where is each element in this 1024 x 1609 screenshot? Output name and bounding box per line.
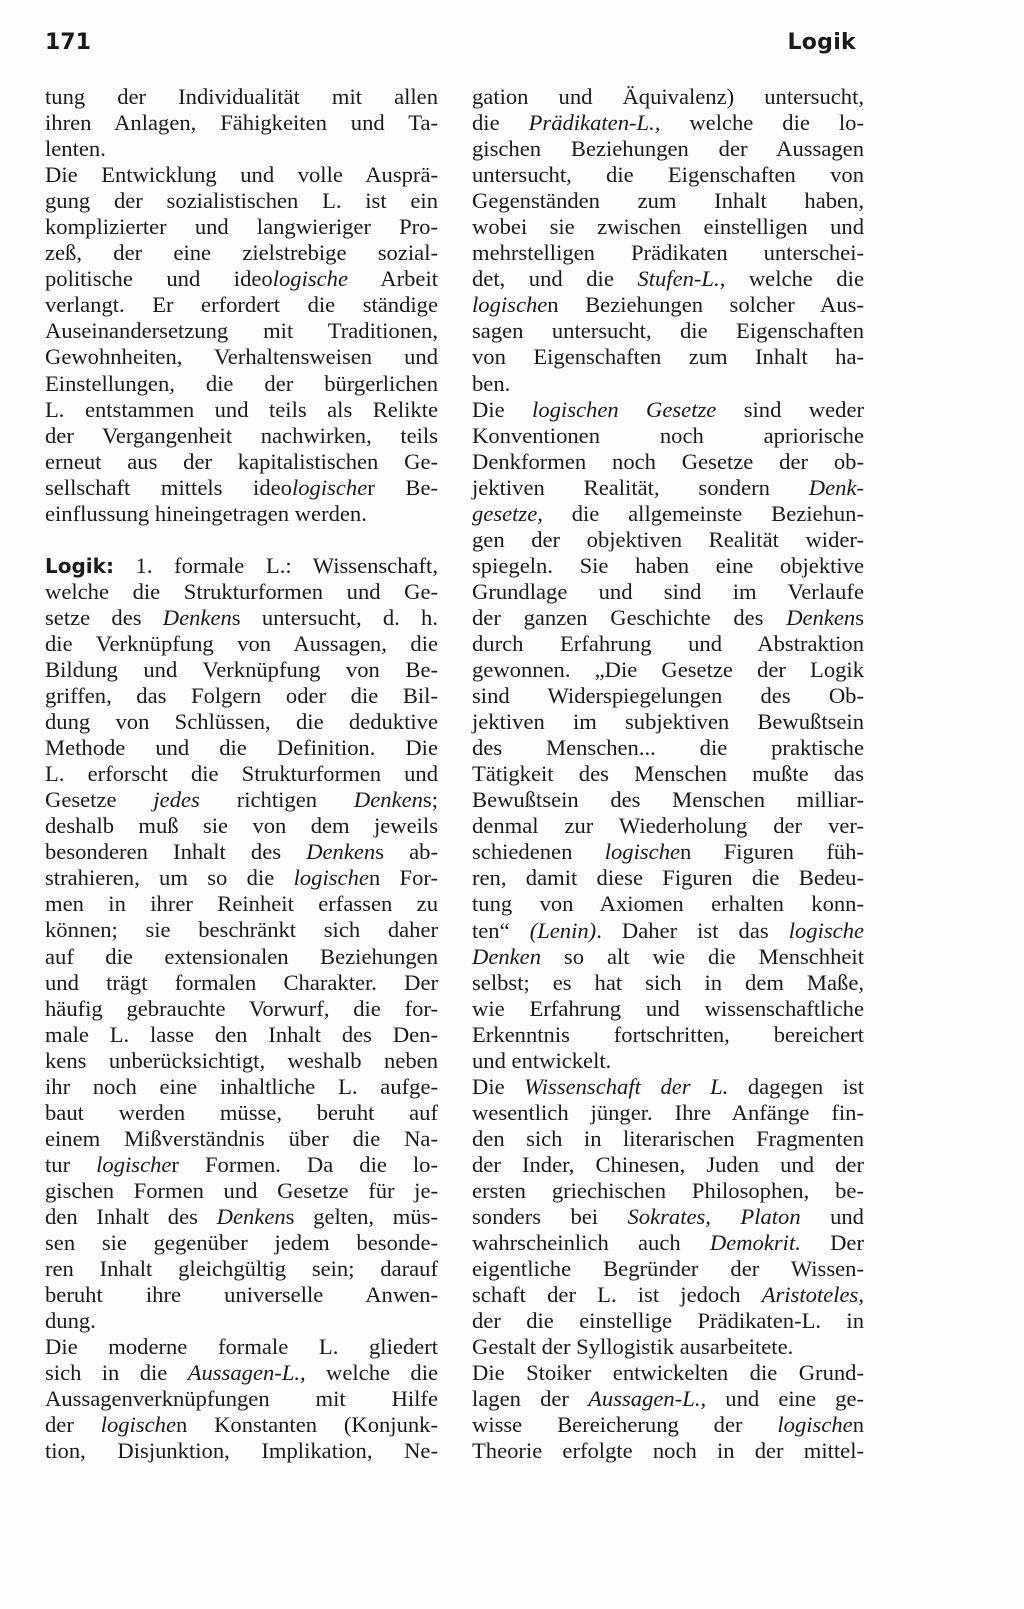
right-column-text-line: ten“ (Lenin). Daher ist das logische bbox=[472, 917, 865, 943]
left-column-text-line: der logischen Konstanten (Konjunk- bbox=[45, 1412, 438, 1438]
left-column-text-line: L. erforscht die Strukturformen und bbox=[45, 761, 438, 787]
italic-term: Denken bbox=[306, 839, 376, 865]
left-column-text-line: Auseinandersetzung mit Traditionen, bbox=[45, 318, 438, 344]
italic-term: logische bbox=[788, 917, 865, 943]
left-column-text-line: deshalb muß sie von dem jeweils bbox=[45, 813, 438, 839]
right-column-text-line: der die einstellige Prädikaten-L. in bbox=[472, 1308, 864, 1334]
left-column-text-line: Gesetze jedes richtigen Denkens; bbox=[45, 787, 438, 813]
right-column-text-line: wahrscheinlich auch Demokrit. Der bbox=[472, 1230, 864, 1256]
left-column-text-line: tur logischer Formen. Da die lo- bbox=[45, 1151, 438, 1177]
left-column-text-line: Einstellungen, die der bürgerlichen bbox=[45, 370, 438, 396]
right-column bbox=[472, 84, 864, 1464]
right-column-text-line: ben. bbox=[472, 370, 511, 396]
right-column-text-line: det, und die Stufen-L., welche die bbox=[472, 266, 864, 292]
left-column-text-line: Die Entwicklung und volle Ausprä- bbox=[45, 162, 438, 188]
right-column-text-line: des Menschen... die praktische bbox=[472, 735, 864, 761]
right-column-text-line: selbst; es hat sich in dem Maße, bbox=[472, 969, 864, 995]
left-column-text-line: men in ihrer Reinheit erfassen zu bbox=[45, 891, 438, 917]
right-column-text-line: wisse Bereicherung der logischen bbox=[472, 1412, 864, 1438]
right-column-text-line: spiegeln. Sie haben eine objektive bbox=[472, 552, 864, 578]
italic-term: Denk- bbox=[808, 474, 864, 500]
italic-term: Denken bbox=[162, 604, 232, 630]
right-column-text-line: Denken so alt wie die Menschheit bbox=[472, 943, 864, 969]
right-column-text-line: Die logischen Gesetze sind weder bbox=[472, 396, 864, 422]
left-column-text-line: Logik: 1. formale L.: Wissenschaft, bbox=[45, 552, 438, 578]
right-column-text-line: gation und Äquivalenz) untersucht, bbox=[472, 84, 864, 109]
right-column-text-line: Denkformen noch Gesetze der ob- bbox=[472, 448, 864, 474]
left-column-text-line: komplizierter und langwieriger Pro- bbox=[45, 214, 438, 240]
right-column-text-line: und entwickelt. bbox=[472, 1047, 612, 1073]
right-column-text-line: jektiven Realität, sondern Denk- bbox=[472, 474, 864, 500]
left-column-text-line: verlangt. Er erfordert die ständige bbox=[45, 292, 438, 318]
left-column-text-line: häufig gebrauchte Vorwurf, die for- bbox=[45, 995, 438, 1021]
left-column-text-line: ihr noch eine inhaltliche L. aufge- bbox=[45, 1073, 438, 1099]
left-column-text-line: gung der sozialistischen L. ist ein bbox=[45, 188, 438, 214]
italic-term: logische bbox=[604, 839, 681, 865]
italic-term: Wissenschaft der L. bbox=[524, 1073, 729, 1099]
italic-term: Denken bbox=[786, 604, 856, 630]
italic-term: Denken bbox=[353, 787, 423, 813]
italic-term: gesetze, bbox=[472, 500, 543, 526]
right-column-text-line: gesetze, die allgemeinste Beziehun- bbox=[472, 500, 864, 526]
right-column-text-line: lagen der Aussagen-L., und eine ge- bbox=[472, 1386, 864, 1412]
left-column-text-line: die Verknüpfung von Aussagen, die bbox=[45, 630, 438, 656]
italic-term: Denken bbox=[472, 943, 541, 969]
right-column-text-line: gewonnen. „Die Gesetze der Logik bbox=[472, 657, 864, 683]
left-column-text-line: erneut aus der kapitalistischen Ge- bbox=[45, 448, 438, 474]
right-column-text-line: eigentliche Begründer der Wissen- bbox=[472, 1256, 864, 1282]
left-column-text-line: Methode und die Definition. Die bbox=[45, 735, 438, 761]
right-column-text-line: ersten griechischen Philosophen, be- bbox=[472, 1177, 864, 1203]
page-number: 171 bbox=[45, 30, 91, 55]
italic-term: Demokrit. bbox=[709, 1230, 801, 1256]
entry-headword: Logik: bbox=[45, 553, 114, 578]
right-column-text-line: der Inder, Chinesen, Juden und der bbox=[472, 1151, 864, 1177]
left-column-text-line: Bildung und Verknüpfung von Be- bbox=[45, 656, 438, 682]
italic-term: Aristoteles, bbox=[761, 1282, 864, 1308]
left-column-text-line: male L. lasse den Inhalt des Den- bbox=[45, 1021, 438, 1047]
italic-term: logische bbox=[293, 865, 369, 891]
right-column-text-line: wobei sie zwischen einstelligen und bbox=[472, 214, 864, 240]
left-column-text-line: einem Mißverständnis über die Na- bbox=[45, 1125, 438, 1151]
left-column-text-line: dung von Schlüssen, die deduktive bbox=[45, 709, 438, 735]
right-column-text-line: durch Erfahrung und Abstraktion bbox=[472, 630, 864, 656]
right-column-text-line: schiedenen logischen Figuren füh- bbox=[472, 839, 864, 865]
right-column-text-line: mehrstelligen Prädikaten unterschei- bbox=[472, 240, 864, 266]
left-column-text-line: auf die extensionalen Beziehungen bbox=[45, 943, 438, 969]
left-column-text-line: gischen Formen und Gesetze für je- bbox=[45, 1177, 438, 1203]
right-column-text-line: Bewußtsein des Menschen milliar- bbox=[472, 787, 864, 813]
right-column-text-line: logischen Beziehungen solcher Aus- bbox=[472, 292, 864, 318]
right-column-text-line: ren, damit diese Figuren die Bedeu- bbox=[472, 865, 864, 891]
left-column-text-line: zeß, der eine zielstrebige sozial- bbox=[45, 240, 438, 266]
right-column-text-line: Grundlage und sind im Verlaufe bbox=[472, 578, 864, 604]
left-column-text-line: griffen, das Folgern oder die Bil- bbox=[45, 683, 438, 709]
right-column-text-line: Theorie erfolgte noch in der mittel- bbox=[472, 1438, 864, 1464]
left-column-text-line: strahieren, um so die logischen For- bbox=[45, 865, 438, 891]
right-column-text-line: sind Widerspiegelungen des Ob- bbox=[472, 683, 864, 709]
right-column-text-line: tung von Axiomen erhalten konn- bbox=[472, 891, 864, 917]
right-column-text-line: Gestalt der Syllogistik ausarbeitete. bbox=[472, 1334, 794, 1360]
right-column-text-line: Erkenntnis fortschritten, bereichert bbox=[472, 1021, 864, 1047]
italic-term: logische bbox=[100, 1412, 176, 1438]
right-column-text-line: denmal zur Wiederholung der ver- bbox=[472, 813, 864, 839]
right-column-text-line: sagen untersucht, die Eigenschaften bbox=[472, 318, 864, 344]
left-column-text-line: können; sie beschränkt sich daher bbox=[45, 917, 438, 943]
left-column-text-line: welche die Strukturformen und Ge- bbox=[45, 578, 438, 604]
left-column-text-line: dung. bbox=[45, 1308, 96, 1334]
right-column-text-line: sonders bei Sokrates, Platon und bbox=[472, 1204, 864, 1230]
left-column-text-line: politische und ideologische Arbeit bbox=[45, 266, 439, 292]
italic-term: logische bbox=[777, 1412, 853, 1438]
left-column-text-line: sen sie gegenüber jedem besonde- bbox=[45, 1230, 438, 1256]
italic-term: logische bbox=[472, 292, 548, 318]
left-column-text-line: Die moderne formale L. gliedert bbox=[45, 1334, 438, 1360]
right-column-text-line: untersucht, die Eigenschaften von bbox=[472, 162, 864, 188]
right-column-text-line: Gegenständen zum Inhalt haben, bbox=[472, 188, 864, 214]
italic-term: jedes bbox=[153, 787, 200, 813]
left-column-text-line: einflussung hineingetragen werden. bbox=[45, 500, 367, 526]
italic-term: (Lenin) bbox=[529, 917, 597, 943]
right-column-text-line: wesentlich jünger. Ihre Anfänge fin- bbox=[472, 1099, 864, 1125]
right-column-text-line: wie Erfahrung und wissenschaftliche bbox=[472, 995, 864, 1021]
right-column-text-line: schaft der L. ist jedoch Aristoteles, bbox=[472, 1282, 864, 1308]
right-column-text-line: jektiven im subjektiven Bewußtsein bbox=[472, 709, 864, 735]
running-head: Logik bbox=[787, 30, 856, 55]
italic-term: Stufen-L., bbox=[637, 266, 726, 292]
left-column-text-line: den Inhalt des Denkens gelten, müs- bbox=[45, 1203, 438, 1229]
italic-term: Denken bbox=[216, 1203, 286, 1229]
right-column-text-line: Die Stoiker entwickelten die Grund- bbox=[472, 1360, 864, 1386]
left-column-text-line: tung der Individualität mit allen bbox=[45, 84, 438, 109]
left-column-text-line: baut werden müsse, beruht auf bbox=[45, 1099, 438, 1125]
left-column-text-line: lenten. bbox=[45, 136, 106, 162]
left-column-text-line: der Vergangenheit nachwirken, teils bbox=[45, 422, 438, 448]
paragraph-gap bbox=[45, 527, 438, 553]
italic-term: logische bbox=[96, 1151, 172, 1177]
italic-term: Prädikaten-L., bbox=[528, 110, 661, 136]
left-column-text-line: tion, Disjunktion, Implikation, Ne- bbox=[45, 1438, 438, 1464]
right-column-text-line: von Eigenschaften zum Inhalt ha- bbox=[472, 344, 864, 370]
left-column bbox=[45, 84, 438, 1464]
right-column-text-line: Konventionen noch apriorische bbox=[472, 422, 864, 448]
italic-term: logische bbox=[291, 474, 368, 500]
left-column-text-line: besonderen Inhalt des Denkens ab- bbox=[45, 839, 438, 865]
left-column-text-line: ren Inhalt gleichgültig sein; darauf bbox=[45, 1256, 438, 1282]
left-column-text-line: und trägt formalen Charakter. Der bbox=[45, 969, 438, 995]
left-column-text-line: beruht ihre universelle Anwen- bbox=[45, 1282, 438, 1308]
left-column-text-line: L. entstammen und teils als Relikte bbox=[45, 396, 438, 422]
right-column-text-line: die Prädikaten-L., welche die lo- bbox=[472, 110, 864, 136]
right-column-text-line: gischen Beziehungen der Aussagen bbox=[472, 136, 864, 162]
right-column-text-line: gen der objektiven Realität wider- bbox=[472, 526, 864, 552]
right-column-text-line: der ganzen Geschichte des Denkens bbox=[472, 604, 864, 630]
right-column-text-line: Tätigkeit des Menschen mußte das bbox=[472, 761, 864, 787]
italic-term: Sokrates, bbox=[627, 1204, 711, 1230]
left-column-text-line: kens unberücksichtigt, weshalb neben bbox=[45, 1047, 438, 1073]
italic-term: Platon bbox=[740, 1204, 801, 1230]
right-column-text-line: Die Wissenschaft der L. dagegen ist bbox=[472, 1073, 865, 1099]
left-column-text-line: setze des Denkens untersucht, d. h. bbox=[45, 604, 438, 630]
left-column-text-line: sellschaft mittels ideologischer Be- bbox=[45, 474, 439, 500]
italic-term: Aussagen-L., bbox=[187, 1360, 306, 1386]
italic-term: logische bbox=[272, 266, 348, 292]
left-column-text-line: sich in die Aussagen-L., welche die bbox=[45, 1360, 438, 1386]
right-column-text-line: den sich in literarischen Fragmenten bbox=[472, 1125, 864, 1151]
left-column-text-line: Gewohnheiten, Verhaltensweisen und bbox=[45, 344, 438, 370]
italic-term: logischen Gesetze bbox=[532, 396, 717, 422]
left-column-text-line: Aussagenverknüpfungen mit Hilfe bbox=[45, 1386, 438, 1412]
left-column-text-line: ihren Anlagen, Fähigkeiten und Ta- bbox=[45, 110, 438, 136]
italic-term: Aussagen-L., bbox=[588, 1386, 707, 1412]
